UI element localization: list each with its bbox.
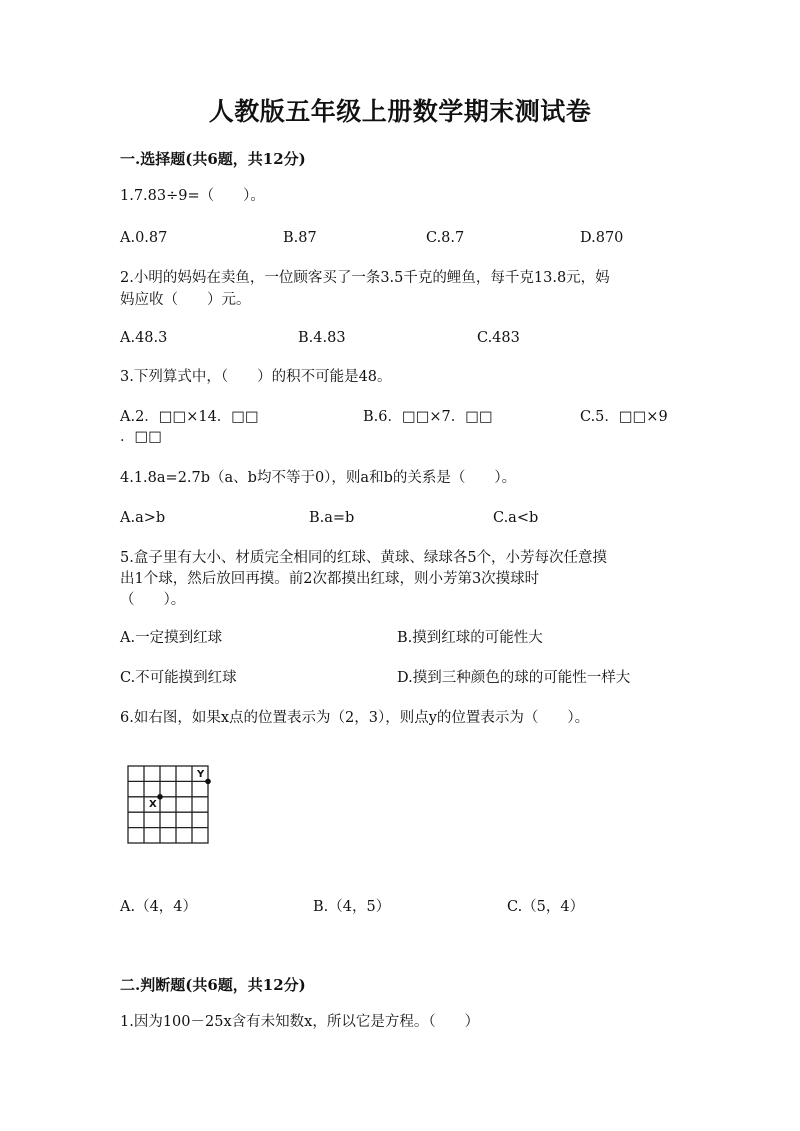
question-6-option-b: B.（4，5）: [313, 899, 391, 915]
grid-border: [128, 766, 208, 843]
question-1-option-a: A.0.87: [120, 230, 168, 246]
coordinate-grid-svg: [126, 763, 216, 845]
question-3-stem: 3.下列算式中，（ ）的积不可能是48。: [120, 369, 392, 385]
question-4-option-a: A.a>b: [120, 510, 166, 526]
question-5-option-b: B.摸到红球的可能性大: [397, 630, 543, 646]
judgment-1-stem: 1.因为100－25x含有未知数x，所以它是方程。（ ）: [120, 1014, 480, 1030]
question-5-option-a: A.一定摸到红球: [120, 630, 223, 646]
point-x-label: X: [149, 799, 157, 810]
question-2-option-c: C.483: [477, 330, 520, 346]
coordinate-grid-figure: [126, 763, 216, 845]
question-2-stem-line-1: 2.小明的妈妈在卖鱼，一位顾客买了一条3.5千克的鲤鱼，每千克13.8元，妈: [120, 270, 610, 286]
question-5-stem-line-1: 5.盒子里有大小、材质完全相同的红球、黄球、绿球各5个，小芳每次任意摸: [120, 550, 608, 566]
question-3-option-c-continued: ．□□: [120, 429, 162, 445]
question-6-option-a: A.（4，4）: [120, 899, 198, 915]
section-heading-choice: 一.选择题(共6题，共12分): [120, 150, 306, 168]
point-y-dot: [205, 779, 211, 785]
question-4-option-b: B.a=b: [309, 510, 355, 526]
question-5-option-d: D.摸到三种颜色的球的可能性一样大: [397, 670, 631, 686]
page-title: 人教版五年级上册数学期末测试卷: [208, 97, 592, 126]
question-1-option-b: B.87: [283, 230, 317, 246]
question-2-option-b: B.4.83: [298, 330, 346, 346]
question-1-stem: 1.7.83÷9=（ ）。: [120, 188, 265, 204]
question-3-option-a: A.2．□□×14．□□: [120, 409, 259, 425]
question-4-option-c: C.a<b: [493, 510, 539, 526]
point-x-dot: [157, 794, 163, 800]
question-5-stem-line-3: （ ）。: [120, 592, 186, 608]
question-1-option-c: C.8.7: [426, 230, 465, 246]
point-y-label: Y: [197, 769, 205, 780]
question-6-option-c: C.（5，4）: [507, 899, 585, 915]
question-2-stem-line-2: 妈应收（ ）元。: [120, 292, 251, 308]
question-6-stem: 6.如右图，如果x点的位置表示为（2，3），则点y的位置表示为（ ）。: [120, 710, 590, 726]
question-5-stem-line-2: 出1个球，然后放回再摸。前2次都摸出红球，则小芳第3次摸球时: [120, 571, 540, 587]
question-3-option-b: B.6．□□×7．□□: [363, 409, 493, 425]
question-1-option-d: D.870: [580, 230, 624, 246]
grid-lines: [128, 766, 208, 843]
question-2-option-a: A.48.3: [120, 330, 168, 346]
section-heading-judgment: 二.判断题(共6题，共12分): [120, 976, 306, 994]
question-3-option-c: C.5．□□×9: [580, 409, 668, 425]
question-4-stem: 4.1.8a=2.7b（a、b均不等于0），则a和b的关系是（ ）。: [120, 470, 517, 486]
question-5-option-c: C.不可能摸到红球: [120, 670, 237, 686]
